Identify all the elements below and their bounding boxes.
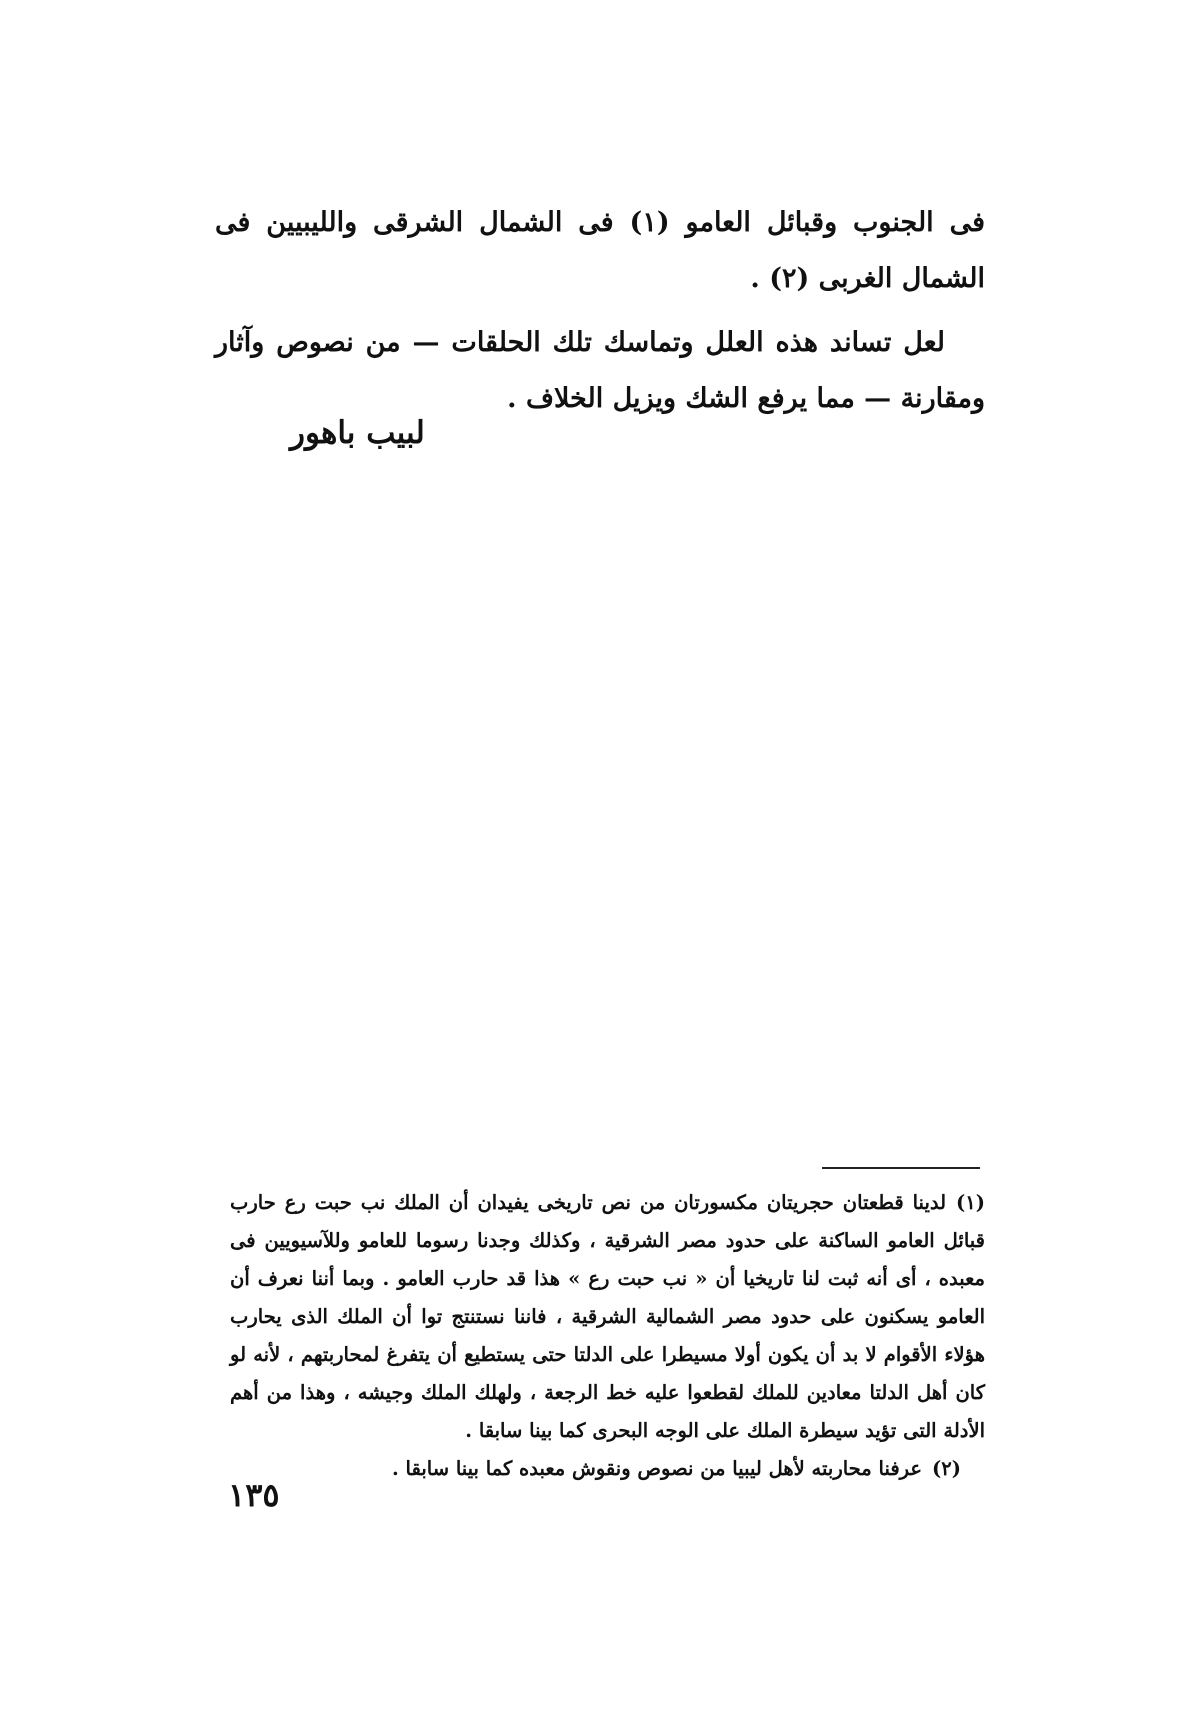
footnote-text: عرفنا محاربته لأهل ليبيا من نصوص ونقوش معبده كما بينا سابقا . [391,1457,923,1480]
footnote-1 [230,1184,985,1450]
page-number: ١٣٥ [228,1476,280,1514]
footnote-text: لدينا قطعتان حجريتان مكسورتان من نص تاريخى يفيدان أن الملك نب حبت رع حارب قبائل العامو الساكنة على حدود مصر الشرقية ، وكذلك وجدنا رسوما للعامو وللآسيويين فى معبده ، أى أنه ثبت لنا تاريخيا أن « نب حبت رع » هذا قد حارب العامو . وبما أننا نعرف أن العامو يسكنون على حدود مصر الشمالية الشرقية ، فاننا نستنتج توا أن الملك الذى يحارب هؤلاء الأقوام لا بد أن يكون أولا مسيطرا على الدلتا حتى يستطيع أن يتفرغ لمحاربتهم ، لأنه لو كان أهل الدلتا معادين للملك لقطعوا عليه خط الرجعة ، ولهلك الملك وجيشه ، وهذا من أهم الأدلة التى تؤيد سيطرة الملك على الوجه البحرى كما بينا سابقا . [230,1191,985,1442]
footnote-marker: (١) [956,1191,985,1214]
footnote-marker: (٢) [932,1457,961,1480]
author-signature: لبيب باهور [290,415,425,451]
footnote-divider [822,1167,980,1169]
footnote-2 [230,1450,985,1488]
footnotes [230,1184,985,1488]
paragraph-1: فى الجنوب وقبائل العامو (١) فى الشمال الشرقى والليبيين فى الشمال الغربى (٢) . [215,207,985,294]
paragraph-2: لعل تساند هذه العلل وتماسك تلك الحلقات — من نصوص وآثار ومقارنة — مما يرفع الشك ويزيل الخلاف . [215,327,985,414]
